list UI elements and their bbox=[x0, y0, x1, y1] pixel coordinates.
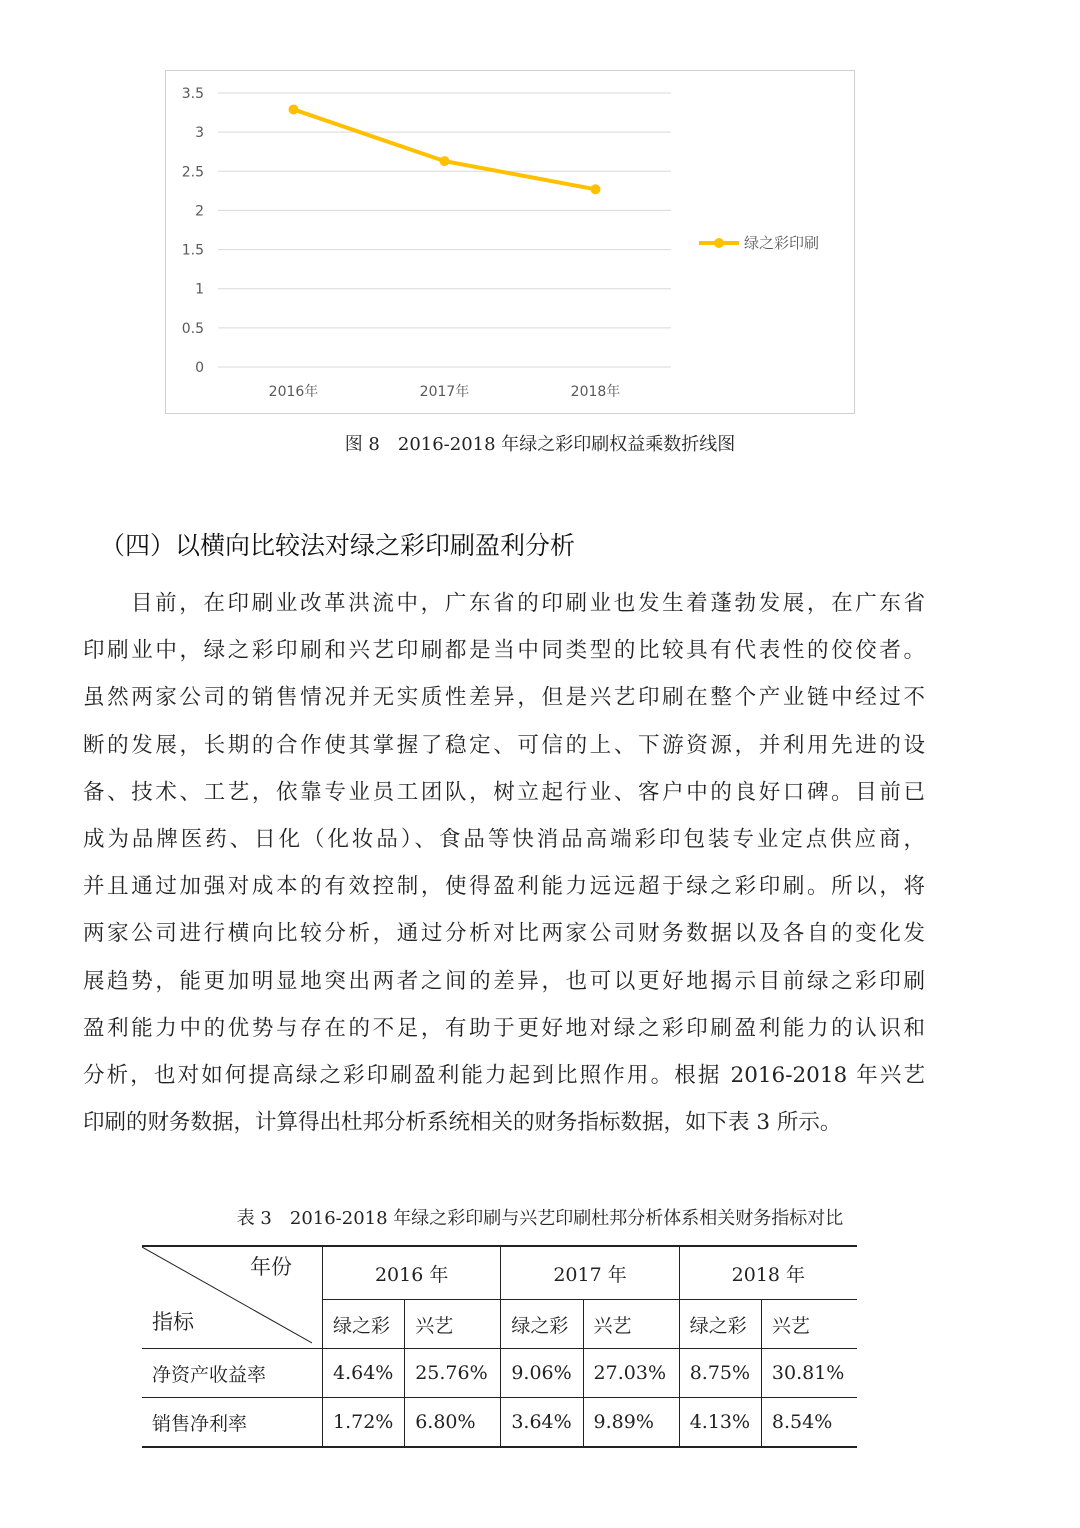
company-header: 绿之彩 bbox=[501, 1300, 583, 1349]
series-line bbox=[294, 109, 596, 189]
y-tick-label: 2 bbox=[195, 203, 204, 220]
y-tick-label: 3 bbox=[195, 125, 204, 142]
table-cell: 25.76% bbox=[405, 1349, 501, 1398]
table-cell: 6.80% bbox=[405, 1398, 501, 1448]
table-cell: 3.64% bbox=[501, 1398, 583, 1448]
line-chart bbox=[165, 70, 855, 414]
paragraph-line: 印刷业中，绿之彩印刷和兴艺印刷都是当中同类型的比较具有代表性的佼佼者。 bbox=[83, 638, 925, 664]
company-header: 兴艺 bbox=[761, 1300, 857, 1349]
row-label: 净资产收益率 bbox=[142, 1349, 323, 1398]
table-cell: 27.03% bbox=[583, 1349, 679, 1398]
company-header: 兴艺 bbox=[405, 1300, 501, 1349]
y-tick-label: 1.5 bbox=[181, 242, 204, 259]
x-tick-label: 2018年 bbox=[570, 384, 621, 400]
y-tick-label: 1 bbox=[195, 281, 204, 298]
table-cell: 4.64% bbox=[323, 1349, 405, 1398]
comparison-table bbox=[142, 1245, 857, 1448]
year-header: 2016 年 bbox=[323, 1246, 501, 1300]
table-row bbox=[142, 1398, 857, 1448]
table-row bbox=[142, 1349, 857, 1398]
paragraph-line: 成为品牌医药、日化（化妆品）、食品等快消品高端彩印包装专业定点供应商， bbox=[83, 826, 925, 852]
paragraph-line: 盈利能力中的优势与存在的不足，有助于更好地对绿之彩印刷盈利能力的认识和 bbox=[83, 1015, 925, 1041]
corner-label-indicator: 指标 bbox=[152, 1310, 194, 1334]
table-cell: 8.75% bbox=[679, 1349, 761, 1398]
paragraph-line: 备、技术、工艺，依靠专业员工团队，树立起行业、客户中的良好口碑。目前已 bbox=[83, 779, 925, 805]
data-point bbox=[591, 184, 601, 194]
company-header: 兴艺 bbox=[583, 1300, 679, 1349]
paragraph-line: 分析，也对如何提高绿之彩印刷盈利能力起到比照作用。根据 2016-2018 年兴艺 bbox=[83, 1062, 925, 1088]
chart-canvas bbox=[166, 71, 856, 415]
body-paragraph bbox=[83, 580, 925, 1146]
table-cell: 30.81% bbox=[761, 1349, 857, 1398]
paragraph-line: 并且通过加强对成本的有效控制，使得盈利能力远远超于绿之彩印刷。所以，将 bbox=[83, 874, 925, 900]
paragraph-line: 两家公司进行横向比较分析，通过分析对比两家公司财务数据以及各自的变化发 bbox=[83, 921, 925, 947]
x-tick-label: 2017年 bbox=[419, 384, 470, 400]
row-label: 销售净利率 bbox=[142, 1398, 323, 1448]
y-tick-label: 2.5 bbox=[181, 164, 204, 181]
table-cell: 9.06% bbox=[501, 1349, 583, 1398]
table-cell: 4.13% bbox=[679, 1398, 761, 1448]
company-header: 绿之彩 bbox=[323, 1300, 405, 1349]
table-cell: 9.89% bbox=[583, 1398, 679, 1448]
paragraph-line: 虽然两家公司的销售情况并无实质性差异，但是兴艺印刷在整个产业链中经过不 bbox=[83, 685, 925, 711]
table-cell: 8.54% bbox=[761, 1398, 857, 1448]
table-header-row bbox=[142, 1246, 857, 1300]
paragraph-line: 断的发展，长期的合作使其掌握了稳定、可信的上、下游资源，并利用先进的设 bbox=[83, 732, 925, 758]
year-header: 2017 年 bbox=[501, 1246, 679, 1300]
paragraph-line: 展趋势，能更加明显地突出两者之间的差异，也可以更好地揭示目前绿之彩印刷 bbox=[83, 968, 925, 994]
y-tick-label: 0.5 bbox=[181, 320, 204, 337]
data-point bbox=[289, 104, 299, 114]
company-header: 绿之彩 bbox=[679, 1300, 761, 1349]
section-heading: （四）以横向比较法对绿之彩印刷盈利分析 bbox=[100, 531, 576, 560]
paragraph-line: 目前，在印刷业改革洪流中，广东省的印刷业也发生着蓬勃发展，在广东省 bbox=[131, 591, 925, 616]
x-tick-label: 2016年 bbox=[268, 384, 319, 400]
y-tick-label: 0 bbox=[195, 360, 204, 376]
table-caption: 表 3 2016-2018 年绿之彩印刷与兴艺印刷杜邦分析体系相关财务指标对比 bbox=[236, 1208, 844, 1229]
corner-label-year: 年份 bbox=[250, 1255, 292, 1279]
year-header: 2018 年 bbox=[679, 1246, 857, 1300]
paragraph-line: 印刷的财务数据，计算得出杜邦分析系统相关的财务指标数据，如下表 3 所示。 bbox=[83, 1110, 842, 1136]
table-cell: 1.72% bbox=[323, 1398, 405, 1448]
data-point bbox=[440, 156, 450, 166]
legend-label: 绿之彩印刷 bbox=[744, 234, 820, 252]
legend-marker bbox=[714, 238, 724, 248]
table-corner-cell bbox=[142, 1246, 323, 1349]
figure-caption: 图 8 2016-2018 年绿之彩印刷权益乘数折线图 bbox=[344, 434, 736, 455]
y-tick-label: 3.5 bbox=[181, 86, 204, 102]
